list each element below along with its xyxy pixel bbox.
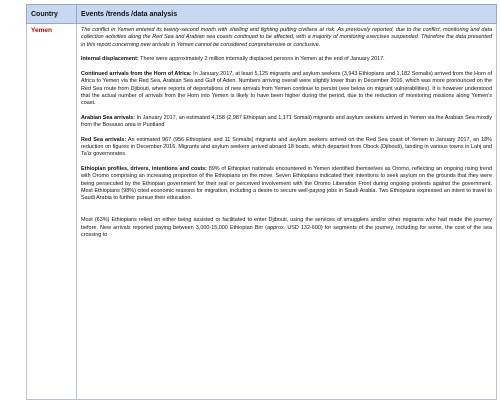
paragraph-smuggling-costs [81,217,492,239]
paragraph-text: There were approximately 2 million internally displaced persons in Yemen at the end of January 2017. [138,56,385,63]
paragraph-lead: Continued arrivals from the Horn of Africa: [81,70,192,77]
paragraph-text: In January 2017, at least 5,125 migrants and asylum seekers (3,943 Ethiopians and 1,182 Somalis) arrived from the Horn of Africa to Yemen via the Red Sea, Arabian Sea and Gulf of Aden. Numbers arriving overall were slightly lower than in December 2016, which was more pronounced on the Red Sea route from Djibouti, where reports of deportations of new arrivals from Yemen continue to persist (see below on migrant vulnerabilities). It is however understood that the actual number of arrivals from the Horn into Yemen is likely to have been higher during the period, due to the reduction of monitoring missions along Yemen's coast. [81,70,492,107]
paragraph-ethiopian-profiles [81,166,492,202]
paragraph-lead: Arabian Sea arrivals: [81,114,136,121]
paragraph-text: In January 2017, an estimated 4,158 (2,987 Ethiopian and 1,171 Somali) migrants and asylum seekers arrived in Yemen via the Arabian Sea mostly from the Bossaso area in Puntland [81,114,492,129]
country-name: Yemen [31,27,52,34]
paragraph-arabian-sea [81,115,492,130]
paragraph-lead: Red Sea arrivals: [81,136,127,143]
paragraph-internal-displacement [81,56,492,63]
intro-paragraph: The conflict in Yemen entered its twenty-second month with shelling and fighting putting civilians at risk. As previously reported, due to the conflict, monitoring and data collection activities along the Red Sea and Arabian sea coasts continued to be affected, with a majority of monitoring exercises suspended. Therefore the data presented in this report concerning new arrivals in Yemen cannot be considered comprehensive or conclusive. [81,27,492,48]
events-column-header: Events /trends /data analysis [77,5,497,24]
table-row [27,24,497,400]
paragraph-text: An estimated 967 (956 Ethiopians and 11 Somalis) migrants and asylum seekers arrived on the Red Sea coast of Yemen in January 2017, an 18% reduction on figures in December 2016. Migrants and asylum seekers arrived aboard 18 boats, which departed from Obock (Djibouti), landing in various towns in Lahj and Ta'iz governorates. [81,136,492,158]
events-cell [77,24,497,400]
mixed-migration-table [26,4,497,400]
table-header-row [27,5,497,24]
paragraph-text: Most (63%) Ethiopians relied on either being assisted or facilitated to enter Djibouti, using the services of smugglers and/or other migrants who had made the journey before. New arrivals reported paying between 3,000-15,000 Ethiopian Birr (approx. USD 132-600) for segments of the journey, including for some, the cost of the sea crossing to [81,217,492,238]
paragraph-lead: Internal displacement: [81,56,139,63]
events-content [77,24,496,399]
country-column-header: Country [27,5,77,24]
paragraph-horn-arrivals [81,71,492,107]
paragraph-red-sea [81,137,492,159]
country-cell [27,24,77,400]
paragraph-spacer [81,210,492,217]
paragraph-text: 89% of Ethiopian nationals encountered in Yemen identified themselves as Oromo, reflecting an ongoing rising trend with Oromo comprising an increasing proportion of the Ethiopians on the move. Seven Ethiopians indicated their intentions to seek asylum on the grounds that they were being persecuted by the Ethiopian government for their real or perceived involvement with the Oromo Liberation Front during ongoing protests against the government. Most Ethiopians (98%) cited economic reasons for migration, including a desire to secure well-paying jobs in Saudi Arabia. Two Ethiopians expressed an intent to travel to Saudi Arabia to further pursue their education. [81,166,492,202]
paragraph-lead: Ethiopian profiles, drivers, intentions and costs: [81,166,207,173]
